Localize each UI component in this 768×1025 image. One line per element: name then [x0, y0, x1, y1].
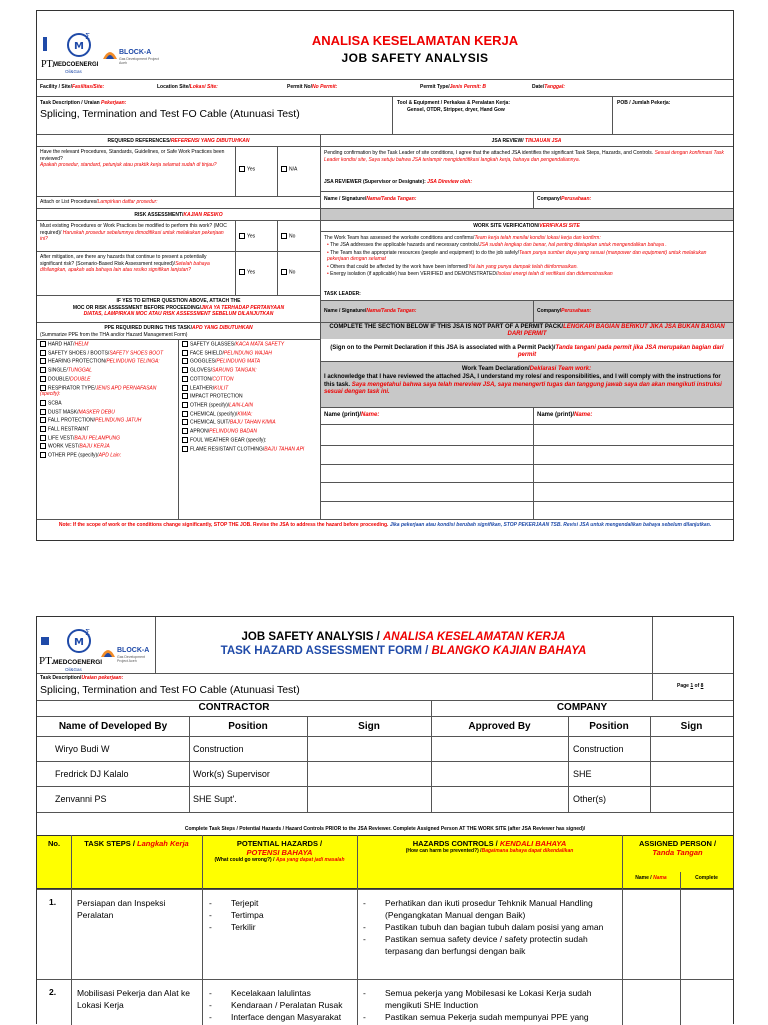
left-ppe-item[interactable]: SAFETY SHOES / BOOTS/SAFETY SHOES BOOT: [40, 350, 177, 357]
date-field: Date/Tanggal:: [532, 84, 565, 90]
q3-yes-checkbox[interactable]: Yes: [239, 269, 255, 276]
ppe-checkbox[interactable]: [182, 419, 188, 425]
jsa-reviewer-label: JSA REVIEWER (Supervisor or Designate): JSA Direview oleh:: [324, 179, 473, 185]
p2-task-value: Splicing, Termination and Test FO Cable (Atunuasi Test): [40, 684, 300, 696]
verification-intro: The Work Team has assessed the worksite conditions and confirms/Team kerja telah menilai kondisi lokasi kerja dan konfirm:: [324, 235, 601, 241]
ppe-checkbox[interactable]: [182, 367, 188, 373]
permit-no-field: Permit No/No Permit:: [287, 84, 338, 90]
ppe-list-right: [182, 341, 319, 454]
bullet-icon: •: [327, 249, 331, 256]
hazard-item: Kendaraan / Peralatan Rusak: [231, 1000, 343, 1010]
q1-yes-checkbox[interactable]: Yes: [239, 166, 255, 173]
hazard-item: Interface dengan Masyarakat: [231, 1012, 342, 1022]
question-mitigation: After mitigation, are there any hazards that continue to present a potentially significant risk? (Scenario-Based Risk Assessment required)/Setelah bahaya dihilangkan, apakah ada bahaya lain atau resiko signifikan lanjutan?: [40, 254, 210, 273]
if-yes-note: IF YES TO EITHER QUESTION ABOVE, ATTACH THE MOC OR RISK ASSESSMENT BEFORE PROCEEDING/JIKA YA TERHADAP PERTANYAAN DIATAS, LAMPIRKAN MOC ATAU RISK ASSESSMENT SEBELUM DILANJUTKAN: [72, 298, 285, 317]
left-ppe-item[interactable]: FALL RESTRAINT: [40, 426, 177, 433]
ppe-checkbox[interactable]: [40, 435, 46, 441]
sign-on-note: (Sign on to the Permit Declaration if this JSA is associated with a Permit Pack)/Tanda tangani pada permit jika JSA merupakan bagian dari permit: [330, 345, 724, 358]
ppe-checkbox[interactable]: [182, 385, 188, 391]
left-ppe-item[interactable]: DOUBLE/DOUBLE: [40, 376, 177, 383]
th-no: No.: [47, 839, 61, 848]
leader-name-signature: Name / Signature/Nama/Tanda Tangan:: [324, 308, 417, 314]
left-ppe-item[interactable]: HARD HAT/HELM: [40, 341, 177, 348]
verification-bullet: • Others that could be affected by the work have been informed/Yai lain yang punya dampak telah diinformasikan.: [327, 263, 578, 270]
control-list: - Semua pekerja yang Mobilesasi ke Lokasi Kerja sudah mengikuti SHE Induction - Pastikan semua Pekerja sudah mempunyai PPE yang: [363, 987, 619, 1023]
th-complete: Complete: [695, 875, 718, 881]
svg-text:M: M: [74, 41, 84, 52]
ppe-checkbox[interactable]: [182, 350, 188, 356]
svg-text:Σ: Σ: [85, 628, 91, 637]
ppe-checkbox[interactable]: [40, 358, 46, 364]
block-a-logo-icon: [99, 643, 117, 661]
ppe-header: PPE REQUIRED DURING THIS TASK/APD YANG DIBUTUHKAN: [104, 325, 253, 331]
p2-task-label: Task Description/Uraian pekerjaan:: [40, 675, 124, 681]
task-desc-label: Task Description / Uraian Pekerjaan:: [40, 100, 127, 106]
left-ppe-item[interactable]: SINGLE/TUNGGAL: [40, 367, 177, 374]
control-list: - Perhatikan dan ikuti prosedur Tehknik Manual Handling (Pengangkatan Manual dengan Baik) - Pastikan tubuh dan bagian tubuh dalam posisi yang aman - Pastikan semua safety device / safety protectin sudah terpasang dan berfungsi dengan baik: [363, 897, 619, 957]
company-sub: Oil&Gas: [65, 69, 82, 74]
step-number: 2.: [49, 987, 57, 997]
title-red: ANALISA KESELAMATAN KERJA: [311, 33, 519, 48]
medco-logo-icon: [65, 627, 93, 655]
verification-bullet: • The Team has the appropriate resources (people and equipment) to do the job safely/Team punya sumber daya yang sesuai (manpower dan equipment) untuk melakukan pekerjaan dengan selamat: [327, 249, 707, 262]
ppe-checkbox[interactable]: [182, 358, 188, 364]
ppe-list-left: [40, 341, 177, 461]
reviewer-company: Company/Perusahaan:: [537, 196, 592, 202]
right-ppe-item[interactable]: COTTON/COTTON: [182, 376, 319, 383]
verification-bullet: • The JSA addresses the applicable hazards and necessary controls/JSA sudah lengkap dan benar, hal penting ditetapkan untuk mengendalikan bahaya .: [327, 242, 667, 248]
note-footer: Note: If the scope of work or the conditions change significantly, STOP THE JOB. Revise the JSA to address the hazard before proceeding. Jika pekerjaan atau kondisi berubah signifikan, STOP PEKERJAAN TSB. Revisi JSA untuk mengendalikan bahaya sebelum dilanjutkan.: [58, 522, 712, 528]
ppe-checkbox[interactable]: [40, 409, 46, 415]
company-name: MEDCOENERGI: [53, 62, 99, 68]
p2-title: JOB SAFETY ANALYSIS / ANALISA KESELAMATAN KERJA: [241, 631, 566, 643]
jsa-review-text: Pending confirmation by the Task Leader of site conditions, I agree that the attached JSA identifies the significant Task Steps, Hazards, and Controls. Sesuai dengan konfirmasi Task Leader kondisi site, Saya setuju bahwa JSA terlampir mengidentifikasi langkah kerja, bahaya dan pengendaliannya.: [324, 150, 724, 163]
worksite-verification-header: WORK SITE VERIFICATION/VERIFIKASI SITE: [473, 223, 580, 229]
ppe-checkbox[interactable]: [182, 411, 188, 417]
question-modify: Must existing Procedures or Work Practices be modified to perform this work? (MOC required)/ Haruskah prosedur sebelumnya dimodifikasi untuk melakukan pekerjaan ini?: [40, 223, 227, 242]
company-prefix: PT.: [41, 59, 55, 70]
jsa-page-2: [36, 616, 734, 1024]
ppe-checkbox[interactable]: [182, 341, 188, 347]
task-leader-label: TASK LEADER:: [324, 291, 361, 297]
logo-square-icon: [41, 637, 49, 645]
company-header: COMPANY: [556, 702, 608, 713]
ppe-checkbox[interactable]: [40, 400, 46, 406]
title-black: JOB SAFETY ANALYSIS: [341, 51, 489, 65]
facility-field: Facility / Site/Fasilitas/Site:: [40, 84, 105, 90]
th-name: Name / Nama: [635, 875, 667, 881]
left-ppe-item[interactable]: DUST MASK/MASKER DEBU: [40, 409, 177, 416]
company-logo-2: M Σ PT. MEDCOENERGI Oil&Gas BLOCK-A Gas Development Project Aceh: [39, 628, 150, 672]
q1-na-checkbox[interactable]: N/A: [281, 166, 297, 173]
svg-text:Σ: Σ: [85, 32, 91, 41]
left-ppe-item[interactable]: OTHER PPE (specify)/APD Lain:: [40, 452, 177, 459]
th-hazard-controls: HAZARDS CONTROLS / KENDALI BAHAYA (How can harm be prevented?) /Bagaimana bahaya dapat dikendalikan: [405, 839, 574, 854]
q2-yes-checkbox[interactable]: Yes: [239, 233, 255, 240]
ppe-checkbox[interactable]: [40, 417, 46, 423]
location-field: Location Site/Lokasi Site:: [157, 84, 218, 90]
q2-no-checkbox[interactable]: No: [281, 233, 295, 240]
control-item: Perhatikan dan ikuti prosedur Tehknik Manual Handling (Pengangkatan Manual dengan Baik): [385, 898, 593, 920]
ppe-checkbox[interactable]: [182, 428, 188, 434]
verification-bullets: [327, 242, 729, 279]
th-position: Position: [228, 721, 268, 732]
right-ppe-item[interactable]: CHEMICAL (specify)/KIMIA:: [182, 411, 319, 418]
left-ppe-item[interactable]: HEARING PROTECTION/PELINDUNG TELINGA:: [40, 358, 177, 365]
tools-value: Gensel, OTDR, Stripper, dryer, Hand Gow: [407, 107, 505, 113]
approver-position: Construction: [573, 744, 624, 754]
block-name: BLOCK-A: [119, 49, 152, 56]
ppe-checkbox[interactable]: [40, 443, 46, 449]
q3-no-checkbox[interactable]: No: [281, 269, 295, 276]
right-ppe-item[interactable]: FLAME RESISTANT CLOTHING/BAJU TAHAN API: [182, 446, 319, 453]
developer-position: Construction: [193, 744, 244, 754]
jsa-review-header: JSA REVIEW/ TINJAUAN JSA: [491, 138, 562, 144]
page-number: Page 1 of 8: [677, 683, 704, 689]
left-ppe-item[interactable]: WORK VEST/BAJU KERJA: [40, 443, 177, 450]
control-item: Pastikan semua safety device / safety protectin sudah terpasang dan berfungsi dengan baik: [385, 934, 588, 956]
right-ppe-item[interactable]: FOUL WEATHER GEAR (specify):: [182, 437, 319, 444]
hazard-item: Tertimpa: [231, 910, 264, 920]
required-references-header: REQUIRED REFERENCES/REFERENSI YANG DIBUTUHKAN: [107, 138, 250, 144]
developer-name: Wiryo Budi W: [55, 744, 110, 754]
ppe-checkbox[interactable]: [182, 437, 188, 443]
th-position-company: Position: [589, 721, 629, 732]
pob-label: POB / Jumlah Pekerja:: [617, 100, 671, 106]
th-potential-hazards: POTENTIAL HAZARDS / POTENSI BAHAYA (What could go wrong?) / Apa yang dapat jadi masalah: [214, 839, 345, 863]
ppe-checkbox[interactable]: [40, 452, 46, 458]
hazard-list: - Terjepit - Tertimpa - Terkilir: [209, 898, 264, 932]
name-print-right: Name (print)/Name:: [537, 412, 593, 418]
ppe-checkbox[interactable]: [182, 446, 188, 452]
bullet-icon: •: [327, 263, 331, 270]
control-item: Pastikan semua Pekerja sudah mempunyai PPE yang: [385, 1012, 589, 1022]
tools-label: Tool & Equipment / Perkakas & Peralatan Kerja:: [397, 100, 510, 106]
right-ppe-item[interactable]: APRON/PELINDUNG BADAN: [182, 428, 319, 435]
left-ppe-item[interactable]: SCBA: [40, 400, 177, 407]
left-ppe-item[interactable]: LIFE VEST/BAJU PELAMPUNG: [40, 435, 177, 442]
step-number: 1.: [49, 897, 57, 907]
hazard-item: Terjepit: [231, 898, 259, 908]
work-team-declaration-text: I acknowledge that I have reviewed the attached JSA, I understand my roles/ and responsibilities, and I will comply with the instructions for this task. Saya mengetahui bahwa saya telah mereview JSA, saya menengerti tugas dan tanggung jawab saya dan akan mengikuti instruksi sesuai dengan task ini.: [324, 374, 722, 395]
contractor-header: CONTRACTOR: [198, 702, 270, 713]
jsa-page-1: [36, 10, 734, 541]
reviewer-name-signature: Name / Signature/Nama/Tanda Tangan:: [324, 196, 417, 202]
th-assigned-person: ASSIGNED PERSON / Tanda Tangan: [638, 839, 717, 857]
ppe-checkbox[interactable]: [40, 350, 46, 356]
th-sign-company: Sign: [680, 721, 703, 732]
right-ppe-item[interactable]: IMPACT PROTECTION: [182, 393, 319, 400]
control-item: Semua pekerja yang Mobilesasi ke Lokasi Kerja sudah mengikuti SHE Induction: [385, 988, 592, 1010]
name-print-left: Name (print)/Name:: [324, 412, 380, 418]
task-step: Mobilisasi Pekerja dan Alat ke Lokasi Kerja: [77, 988, 190, 1010]
ppe-checkbox[interactable]: [182, 376, 188, 382]
bullet-icon: •: [327, 271, 331, 277]
left-ppe-item[interactable]: RESPIRATOR TYPE/JENIS APD PERNAFASAN (specify):: [40, 384, 157, 398]
complete-section-note: COMPLETE THE SECTION BELOW IF THIS JSA IS NOT PART OF A PERMIT PACK/LENGKAPI BAGIAN BERIKUT JIKA JSA BUKAN BAGIAN DARI PERMIT: [329, 324, 725, 337]
attach-procedures: Attach or List Procedures/Lampirkan daftar prosedur:: [40, 199, 158, 205]
task-step: Persiapan dan Inspeksi Peralatan: [77, 898, 166, 920]
right-ppe-item[interactable]: LEATHER/KULIT: [182, 385, 319, 392]
ppe-checkbox[interactable]: [40, 385, 46, 391]
permit-type-field: Permit Type/Jenis Permit: B: [420, 84, 487, 90]
work-team-declaration-title: Work Team Declaration/Deklarasi Team work:: [461, 366, 592, 372]
th-approved-by: Approved By: [468, 721, 531, 732]
hazard-item: Kecelakaan lalulintas: [231, 988, 311, 998]
approver-position: Other(s): [573, 794, 607, 804]
left-ppe-item[interactable]: FALL PROTECTION/PELINDUNG JATUH: [40, 417, 177, 424]
right-ppe-item[interactable]: GLOVES/SARUNG TANGAN:: [182, 367, 319, 374]
ppe-checkbox[interactable]: [182, 393, 188, 399]
developer-name: Zenvanni PS: [55, 794, 107, 804]
right-ppe-item[interactable]: FACE SHIELD/PELINDUNG WAJAH: [182, 350, 319, 357]
block-sub: Gas Development Project Aceh: [119, 57, 159, 65]
right-ppe-item[interactable]: GOGGLES/PELINDUNG MATA: [182, 358, 319, 365]
developer-name: Fredrick DJ Kalalo: [55, 769, 129, 779]
task-desc-value: Splicing, Termination and Test FO Cable (Atunuasi Test): [40, 108, 300, 120]
th-developed-by: Name of Developed By: [58, 721, 168, 732]
instruction-line: Complete Task Steps / Potential Hazards / Hazard Controls PRIOR to the JSA Reviewer. Complete Assigned Person AT THE WORK SITE (after JSA Reviewer has signed)/: [184, 826, 586, 832]
right-ppe-item[interactable]: CHEMICAL SUIT/BAJU TAHAN KIMIA: [182, 419, 319, 426]
ppe-checkbox[interactable]: [40, 376, 46, 382]
right-ppe-item[interactable]: OTHER (specify)/LAIN-LAIN: [182, 402, 319, 409]
p2-subtitle: TASK HAZARD ASSESSMENT FORM / BLANGKO KAJIAN BAHAYA: [220, 645, 587, 657]
approver-position: SHE: [573, 769, 592, 779]
developer-position: SHE Supt'.: [193, 794, 237, 804]
risk-assessment-header: RISK ASSESSMENT/KAJIAN RESIKO: [134, 212, 223, 218]
ppe-checkbox[interactable]: [182, 402, 188, 408]
svg-text:M: M: [74, 637, 84, 648]
hazard-list: - Kecelakaan lalulintas - Kendaraan / Peralatan Rusak - Interface dengan Masyarakat: [209, 988, 343, 1022]
control-item: Pastikan tubuh dan bagian tubuh dalam posisi yang aman: [385, 922, 604, 932]
ppe-checkbox[interactable]: [40, 426, 46, 432]
th-sign: Sign: [358, 721, 380, 732]
ppe-subtitle: (Summarize PPE from the THA and/or Hazard Management Form): [40, 332, 188, 338]
right-ppe-item[interactable]: SAFETY GLASSES/KACA MATA SAFETY: [182, 341, 319, 348]
verification-bullet: • Energy isolation (if applicable) has been VERIFIED and DEMONSTRATED/Isolasi energi telah di verifikasi dan didemostrasikan: [327, 271, 613, 277]
developer-position: Work(s) Supervisor: [193, 769, 270, 779]
ppe-checkbox[interactable]: [40, 341, 46, 347]
bullet-icon: •: [327, 242, 331, 248]
question-procedures: Have the relevant Procedures, Standards, Guidelines, or Safe Work Practices been reviewed? Apakah prosedur, standard, petunjuk atau praktik kerja selamat sudah di tinjau?: [40, 149, 225, 168]
leader-company: Company/Perusahaan:: [537, 308, 592, 314]
ppe-checkbox[interactable]: [40, 367, 46, 373]
th-task-steps: TASK STEPS / Langkah Kerja: [84, 839, 189, 848]
hazard-item: Terkilir: [231, 922, 256, 932]
